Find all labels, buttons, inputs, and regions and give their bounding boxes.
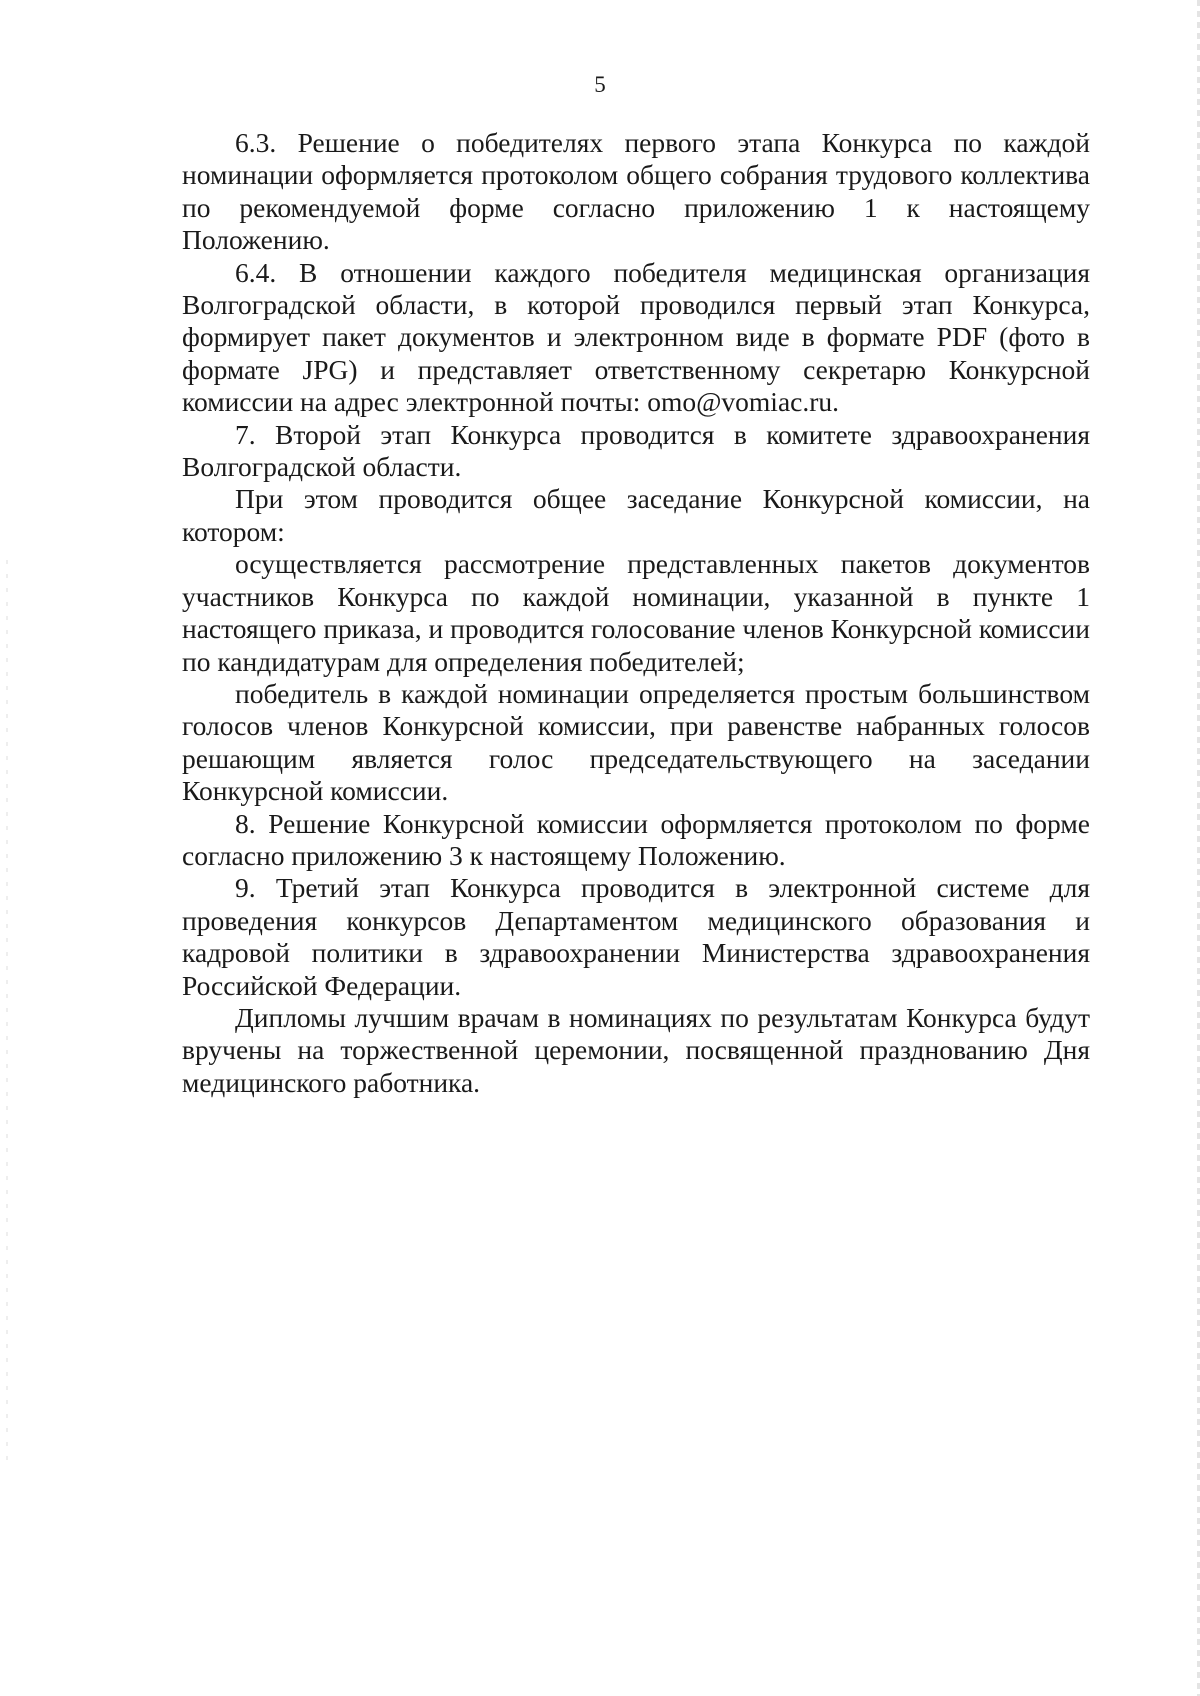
- paragraph-6-4: 6.4. В отношении каждого победителя медицинская организация Волгоградской области, в которой проводился первый этап Конкурса, формирует пакет документов и электронном виде в формате PDF (фото в формате JPG) и представляет ответственному секретарю Конкурсной комиссии на адрес электронной почты: omo@vomiac.ru.: [182, 256, 1090, 418]
- document-body: [182, 127, 1090, 1099]
- paragraph-winner: победитель в каждой номинации определяется простым большинством голосов членов Конкурсной комиссии, при равенстве набранных голосов решающим является голос председательствующего на заседании Конкурсной комиссии.: [182, 677, 1090, 807]
- paragraph-diplomas: Дипломы лучшим врачам в номинациях по результатам Конкурса будут вручены на торжественной церемонии, посвященной празднованию Дня медицинского работника.: [182, 1001, 1090, 1098]
- paragraph-review: осуществляется рассмотрение представленных пакетов документов участников Конкурса по каждой номинации, указанной в пункте 1 настоящего приказа, и проводится голосование членов Конкурсной комиссии по кандидатурам для определения победителей;: [182, 548, 1090, 677]
- paragraph-6-3: 6.3. Решение о победителях первого этапа Конкурса по каждой номинации оформляется протоколом общего собрания трудового коллектива по рекомендуемой форме согласно приложению 1 к настоящему Положению.: [182, 127, 1090, 256]
- paragraph-9: 9. Третий этап Конкурса проводится в электронной системе для проведения конкурсов Департаментом медицинского образования и кадровой политики в здравоохранении Министерства здравоохранения Российской Федерации.: [182, 872, 1090, 1001]
- page-number: 5: [594, 72, 606, 97]
- paragraph-8: 8. Решение Конкурсной комиссии оформляется протоколом по форме согласно приложению 3 к настоящему Положению.: [182, 807, 1090, 871]
- scan-edge-artifact: [6, 560, 8, 1460]
- paragraph-7: 7. Второй этап Конкурса проводится в комитете здравоохранения Волгоградской области.: [182, 418, 1090, 483]
- paragraph-general-meeting: При этом проводится общее заседание Конкурсной комиссии, на котором:: [182, 483, 1090, 547]
